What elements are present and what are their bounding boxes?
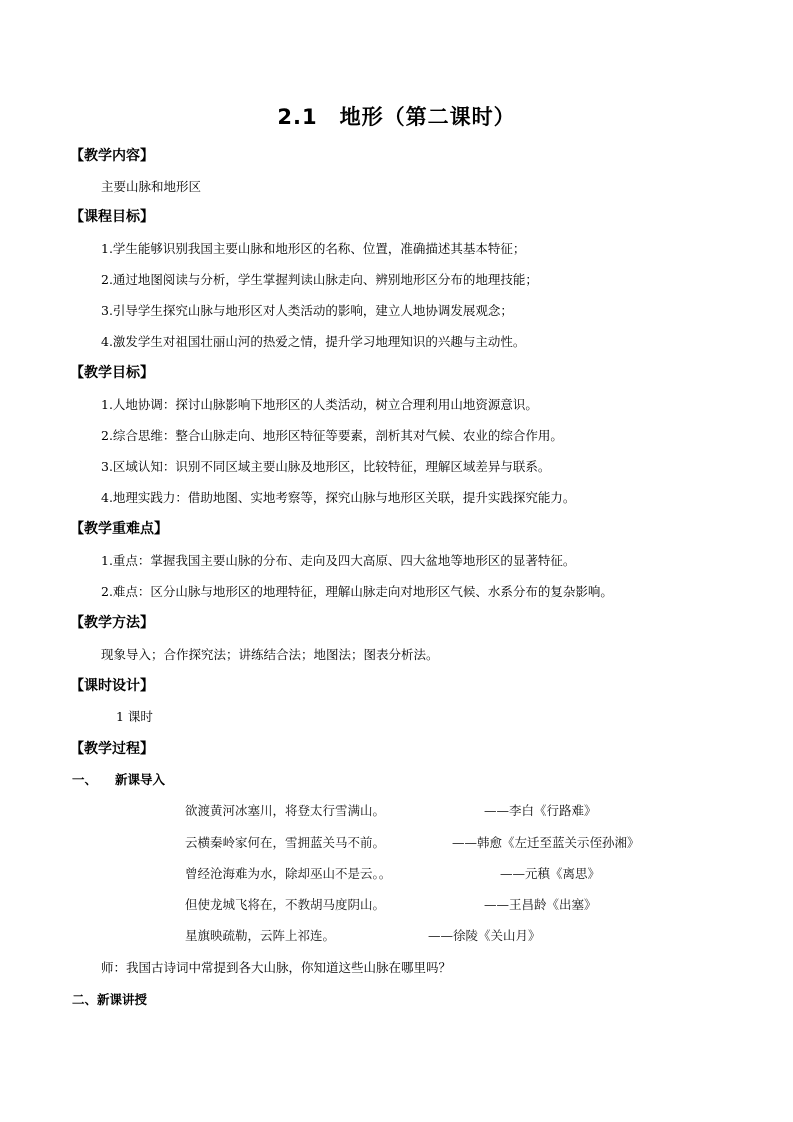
poem-line: 但使龙城飞将在，不教胡马度阴山。 <box>185 897 386 912</box>
poem-source: ——徐陵《关山月》 <box>428 928 541 943</box>
heading-key-points: 【教学重难点】 <box>70 521 168 537</box>
key-point-item: 1.重点：掌握我国主要山脉的分布、走向及四大高原、四大盆地等地形区的显著特征。 <box>101 553 576 568</box>
heading-teaching-goals: 【教学目标】 <box>70 365 154 381</box>
intro-label: 新课导入 <box>115 772 166 787</box>
heading-process: 【教学过程】 <box>70 741 154 757</box>
poem-line: 云横秦岭家何在，雪拥蓝关马不前。 <box>185 835 386 850</box>
intro-subheading <box>72 770 165 788</box>
heading-hours: 【课时设计】 <box>70 678 154 694</box>
poem-line: 曾经沧海难为水，除却巫山不是云。。 <box>185 866 392 881</box>
hours-text: 1 课时 <box>116 709 153 724</box>
key-point-item: 2.难点：区分山脉与地形区的地理特征，理解山脉走向对地形区气候、水系分布的复杂影响。 <box>101 584 613 599</box>
page-title <box>0 101 793 131</box>
teacher-question: 师：我国古诗词中常提到各大山脉，你知道这些山脉在哪里吗？ <box>101 960 452 975</box>
poem-source: ——王昌龄《出塞》 <box>484 897 597 912</box>
poem-source: ——李白《行路难》 <box>484 803 597 818</box>
poem-line: 星旗映疏勒，云阵上祁连。 <box>185 928 336 943</box>
course-goal-item: 2.通过地图阅读与分析，学生掌握判读山脉走向、辨别地形区分布的地理技能； <box>101 272 538 287</box>
poem-line: 欲渡黄河冰塞川，将登太行雪满山。 <box>185 803 386 818</box>
heading-course-goals: 【课程目标】 <box>70 209 154 225</box>
teaching-goal-item: 4.地理实践力：借助地图、实地考察等，探究山脉与地形区关联，提升实践探究能力。 <box>101 490 576 505</box>
heading-content: 【教学内容】 <box>70 148 154 164</box>
poem-source: ——元稹《离思》 <box>500 866 601 881</box>
teaching-goal-item: 1.人地协调：探讨山脉影响下地形区的人类活动，树立合理利用山地资源意识。 <box>101 397 538 412</box>
content-text: 主要山脉和地形区 <box>101 179 202 194</box>
course-goal-item: 4.激发学生对祖国壮丽山河的热爱之情，提升学习地理知识的兴趣与主动性。 <box>101 334 526 349</box>
new-lesson-subheading: 二、新课讲授 <box>72 992 148 1007</box>
course-goal-item: 1.学生能够识别我国主要山脉和地形区的名称、位置，准确描述其基本特征； <box>101 241 526 256</box>
intro-marker: 一、 <box>72 772 98 787</box>
course-goal-item: 3.引导学生探究山脉与地形区对人类活动的影响，建立人地协调发展观念； <box>101 303 513 318</box>
teaching-goal-item: 2.综合思维：整合山脉走向、地形区特征等要素，剖析其对气候、农业的综合作用。 <box>101 428 563 443</box>
title-number: 2.1 <box>277 105 318 129</box>
heading-methods: 【教学方法】 <box>70 615 154 631</box>
methods-text: 现象导入；合作探究法；讲练结合法；地图法；图表分析法。 <box>101 647 439 662</box>
title-text: 地形（第二课时） <box>339 105 516 129</box>
poem-source: ——韩愈《左迁至蓝关示侄孙湘》 <box>452 835 640 850</box>
teaching-goal-item: 3.区域认知：识别不同区域主要山脉及地形区，比较特征，理解区域差异与联系。 <box>101 459 551 474</box>
